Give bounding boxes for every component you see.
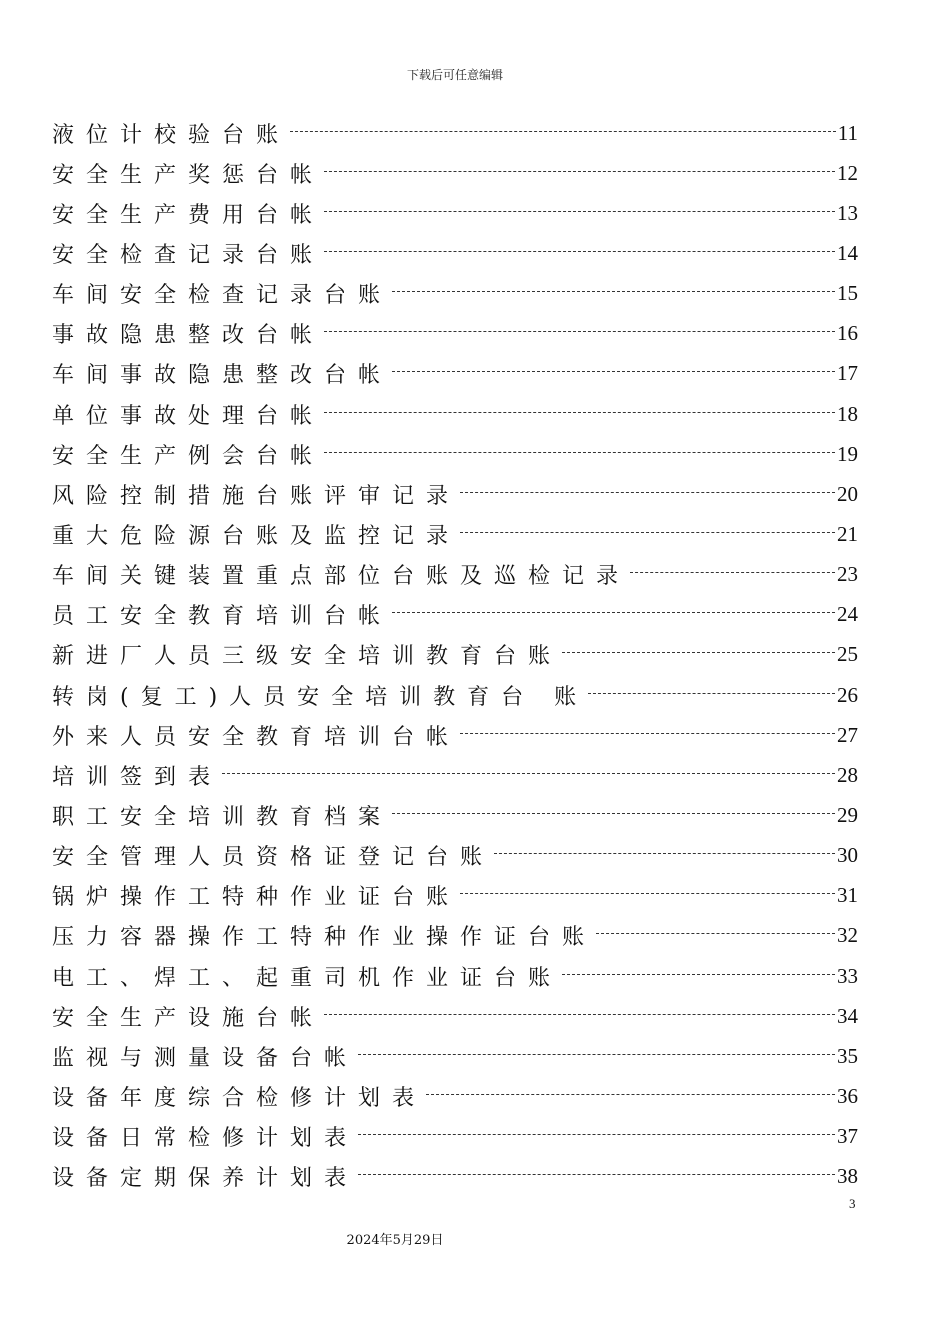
toc-leader-dashes — [324, 251, 835, 252]
toc-entry[interactable] — [52, 314, 858, 354]
toc-entry-page: 32 — [837, 923, 858, 948]
toc-entry-title: 压力容器操作工特种作业操作证台账 — [52, 925, 597, 951]
toc-entry-page: 21 — [837, 521, 858, 546]
toc-entry-page: 13 — [837, 200, 858, 225]
toc-entry-page: 29 — [837, 802, 858, 827]
toc-leader-dashes — [630, 572, 835, 573]
toc-entry-page: 11 — [837, 120, 858, 145]
toc-entry-title: 安全生产例会台帐 — [52, 443, 325, 469]
toc-entry-title: 车间事故隐患整改台帐 — [52, 363, 393, 389]
toc-entry[interactable] — [52, 1036, 858, 1076]
toc-entry[interactable] — [52, 153, 858, 193]
toc-entry-title: 安全生产费用台帐 — [52, 202, 325, 228]
toc-entry[interactable] — [52, 474, 858, 514]
toc-leader-dashes — [222, 773, 835, 774]
toc-entry-title: 监视与测量设备台帐 — [52, 1045, 359, 1071]
toc-leader-dashes — [324, 171, 835, 172]
toc-entry[interactable] — [52, 755, 858, 795]
toc-entry-page: 25 — [837, 642, 858, 667]
toc-entry-page: 36 — [837, 1083, 858, 1108]
toc-entry-title: 设备定期保养计划表 — [52, 1166, 359, 1192]
toc-entry[interactable] — [52, 354, 858, 394]
toc-entry[interactable] — [52, 916, 858, 956]
toc-entry-page: 33 — [837, 963, 858, 988]
toc-entry-page: 14 — [837, 240, 858, 265]
toc-entry-page: 35 — [837, 1043, 858, 1068]
toc-entry-page: 30 — [837, 843, 858, 868]
toc-leader-dashes — [460, 893, 835, 894]
toc-entry-title: 员工安全教育培训台帐 — [52, 604, 393, 630]
toc-leader-dashes — [392, 813, 835, 814]
toc-entry[interactable] — [52, 876, 858, 916]
toc-entry[interactable] — [52, 113, 858, 153]
toc-entry[interactable] — [52, 795, 858, 835]
toc-leader-dashes — [324, 452, 835, 453]
toc-entry-page: 27 — [837, 722, 858, 747]
toc-entry-page: 37 — [837, 1124, 858, 1149]
toc-leader-dashes — [494, 853, 835, 854]
toc-entry-page: 17 — [837, 361, 858, 386]
toc-leader-dashes — [324, 1014, 835, 1015]
toc-entry-page: 23 — [837, 562, 858, 587]
toc-leader-dashes — [324, 331, 835, 332]
toc-entry[interactable] — [52, 1117, 858, 1157]
toc-entry[interactable] — [52, 595, 858, 635]
toc-entry-page: 38 — [837, 1164, 858, 1189]
toc-entry-title: 设备年度综合检修计划表 — [52, 1085, 427, 1111]
toc-entry-page: 15 — [837, 281, 858, 306]
toc-entry-title: 风险控制措施台账评审记录 — [52, 483, 461, 509]
toc-leader-dashes — [460, 532, 835, 533]
toc-entry[interactable] — [52, 675, 858, 715]
toc-entry-title: 液位计校验台账 — [52, 122, 291, 148]
toc-entry[interactable] — [52, 193, 858, 233]
toc-leader-dashes — [324, 412, 835, 413]
header-note: 下载后可任意编辑 — [406, 68, 503, 82]
toc-leader-dashes — [392, 291, 835, 292]
toc-leader-dashes — [392, 612, 835, 613]
toc-entry[interactable] — [52, 434, 858, 474]
toc-entry[interactable] — [52, 1157, 858, 1197]
toc-leader-dashes — [596, 933, 835, 934]
toc-entry-title: 安全管理人员资格证登记台账 — [52, 845, 495, 871]
toc-leader-dashes — [358, 1174, 835, 1175]
toc-leader-dashes — [588, 693, 835, 694]
toc-entry-page: 34 — [837, 1003, 858, 1028]
toc-entry-title: 锅炉操作工特种作业证台账 — [52, 885, 461, 911]
toc-leader-dashes — [562, 652, 835, 653]
toc-entry[interactable] — [52, 233, 858, 273]
footer-date: 2024年5月29日 — [346, 1233, 444, 1248]
toc-entry-page: 20 — [837, 481, 858, 506]
toc-leader-dashes — [562, 974, 835, 975]
toc-entry-page: 24 — [837, 602, 858, 627]
toc-entry-title: 车间关键装置重点部位台账及巡检记录 — [52, 564, 631, 590]
toc-leader-dashes — [426, 1094, 835, 1095]
toc-leader-dashes — [460, 733, 835, 734]
toc-entry-title: 培训签到表 — [52, 764, 223, 790]
toc-entry[interactable] — [52, 274, 858, 314]
toc-entry-title: 单位事故处理台帐 — [52, 403, 325, 429]
table-of-contents — [52, 113, 858, 1197]
toc-leader-dashes — [358, 1134, 835, 1135]
toc-entry-title: 车间安全检查记录台账 — [52, 283, 393, 309]
toc-entry-title: 重大危险源台账及监控记录 — [52, 523, 461, 549]
toc-leader-dashes — [358, 1054, 835, 1055]
toc-entry-title: 安全生产设施台帐 — [52, 1005, 325, 1031]
toc-entry-title: 事故隐患整改台帐 — [52, 323, 325, 349]
toc-entry[interactable] — [52, 956, 858, 996]
toc-entry[interactable] — [52, 715, 858, 755]
toc-entry-title: 安全检查记录台账 — [52, 242, 325, 268]
toc-entry-page: 16 — [837, 321, 858, 346]
toc-entry-page: 19 — [837, 441, 858, 466]
toc-entry-title: 新进厂人员三级安全培训教育台账 — [52, 644, 563, 670]
toc-entry-page: 28 — [837, 762, 858, 787]
toc-entry[interactable] — [52, 514, 858, 554]
toc-leader-dashes — [324, 211, 835, 212]
toc-entry[interactable] — [52, 1076, 858, 1116]
toc-entry-title: 电工、焊工、起重司机作业证台账 — [52, 965, 563, 991]
toc-entry-page: 12 — [837, 160, 858, 185]
toc-entry[interactable] — [52, 394, 858, 434]
page-number: 3 — [849, 1196, 856, 1211]
toc-entry-title: 外来人员安全教育培训台帐 — [52, 724, 461, 750]
toc-leader-dashes — [290, 131, 836, 132]
toc-entry[interactable] — [52, 836, 858, 876]
toc-entry-title: 职工安全培训教育档案 — [52, 804, 393, 830]
toc-entry-title: 安全生产奖惩台帐 — [52, 162, 325, 188]
toc-entry[interactable] — [52, 555, 858, 595]
toc-entry-title: 设备日常检修计划表 — [52, 1126, 359, 1152]
toc-leader-dashes — [460, 492, 835, 493]
toc-entry-page: 26 — [837, 682, 858, 707]
toc-entry-title: 转岗(复工)人员安全培训教育台 账 — [52, 684, 589, 710]
toc-entry-page: 31 — [837, 883, 858, 908]
toc-entry-page: 18 — [837, 401, 858, 426]
toc-leader-dashes — [392, 371, 835, 372]
toc-entry[interactable] — [52, 996, 858, 1036]
toc-entry[interactable] — [52, 635, 858, 675]
